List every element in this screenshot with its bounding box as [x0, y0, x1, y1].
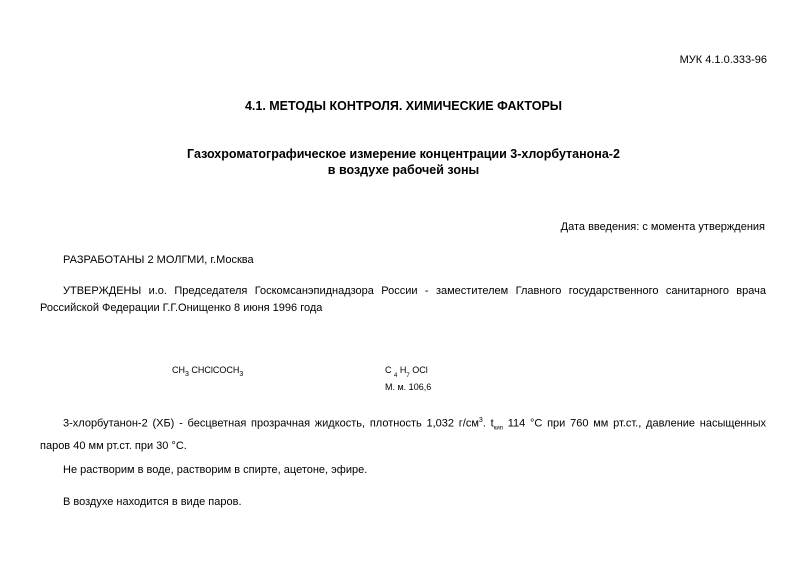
air-state-paragraph: В воздухе находится в виде паров. [63, 496, 242, 508]
properties-text: 3-хлорбутанон-2 (ХБ) - бесцветная прозрачная жидкость, плотность 1,032 г/см [63, 417, 479, 430]
introduction-date: Дата введения: с момента утверждения [560, 221, 765, 233]
formula-subscript: 3 [239, 371, 244, 378]
formula-part: CHClCOCH [188, 365, 240, 375]
molecular-mass: М. м. 106,6 [385, 382, 432, 392]
approved-by-paragraph: УТВЕРЖДЕНЫ и.о. Председателя Госкомсанэпиднадзора России - заместителем Главного государственного санитарного врача Российской Федерации Г.Г.Онищенко 8 июня 1996 года [40, 285, 766, 314]
properties-paragraph [40, 412, 766, 455]
document-title [0, 146, 807, 178]
boiling-subscript: кип [493, 425, 503, 432]
developed-by-paragraph: РАЗРАБОТАНЫ 2 МОЛГМИ, г.Москва [63, 254, 254, 266]
solubility-paragraph: Не растворим в воде, растворим в спирте, ацетоне, эфире. [63, 464, 368, 476]
formula-subscript: 7 [406, 373, 410, 379]
molecular-formula [385, 365, 428, 379]
formula-part: OCl [409, 365, 428, 375]
document-title-line-1: Газохроматографическое измерение концентрации 3-хлорбутанона-2 [187, 147, 620, 161]
document-code: МУК 4.1.0.333-96 [679, 54, 767, 66]
properties-text: 114 °С при 760 мм рт.ст., давление насыщенных паров 40 мм рт.ст. при 30 °С. [40, 417, 766, 452]
document-title-line-2: в воздухе рабочей зоны [327, 163, 480, 177]
density-unit-superscript: 3 [478, 417, 483, 424]
formula-part: H [397, 365, 407, 375]
section-title: 4.1. МЕТОДЫ КОНТРОЛЯ. ХИМИЧЕСКИЕ ФАКТОРЫ [244, 99, 563, 113]
boiling-label: . t [482, 417, 494, 430]
formula-subscript: 3 [185, 371, 189, 378]
formula-part: C [385, 365, 394, 375]
structural-formula [172, 365, 243, 378]
formula-part: CH [172, 365, 185, 375]
formula-subscript: 4 [394, 373, 398, 379]
